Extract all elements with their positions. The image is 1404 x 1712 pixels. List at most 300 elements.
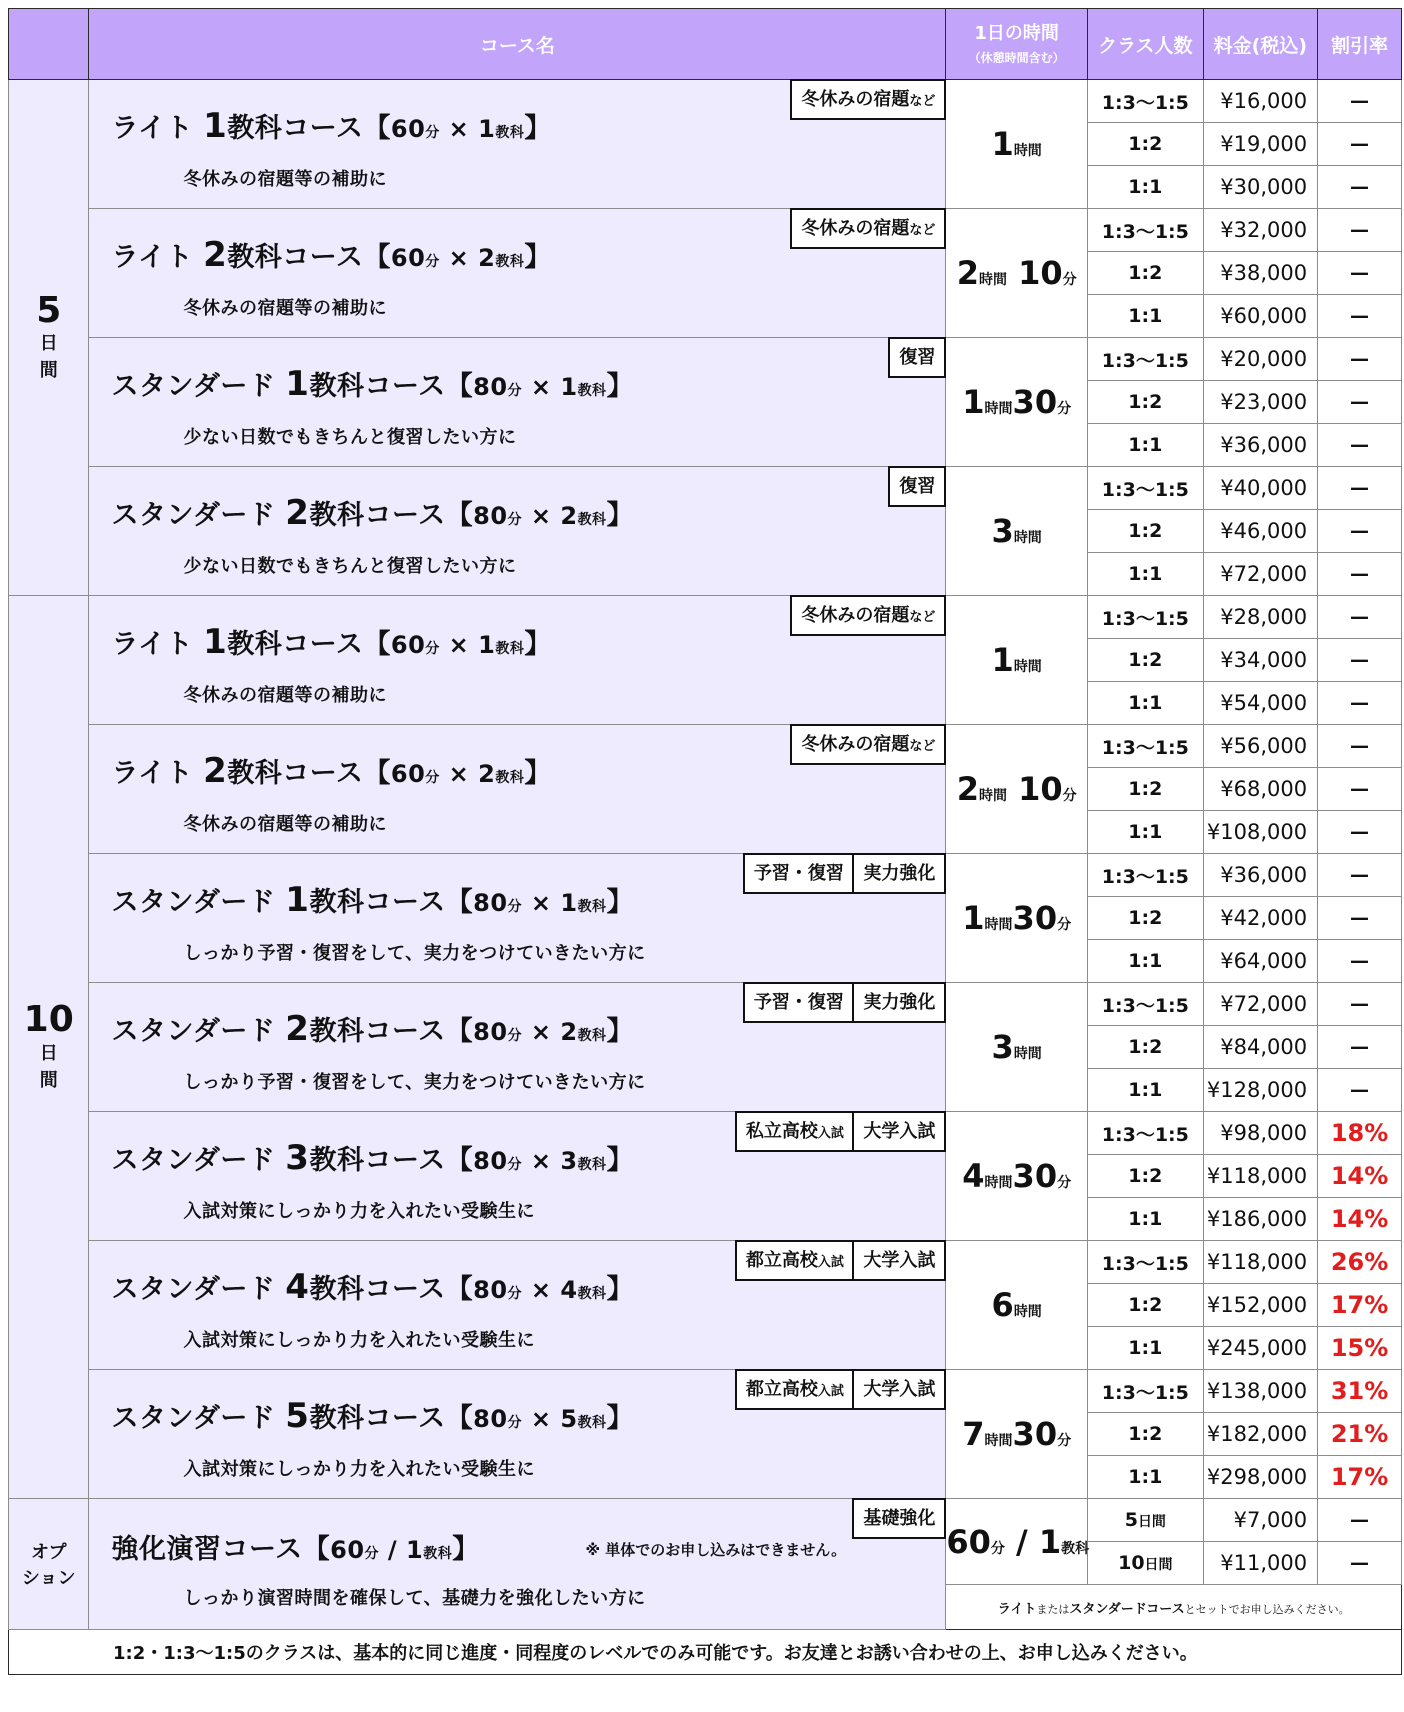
daily-time-cell (946, 1370, 1088, 1499)
course-tag (743, 853, 855, 894)
discount-cell: — (1318, 1026, 1402, 1069)
spec-bracket-close: 】 (606, 1403, 635, 1434)
course-name-suffix: コース (364, 887, 446, 918)
course-name-kyoka: 教科 (309, 1274, 365, 1305)
spec-minutes-unit: 分 (364, 1546, 380, 1562)
discount-cell: — (1318, 682, 1402, 725)
class-size-cell: 1:2 (1088, 897, 1204, 940)
price-cell: ¥60,000 (1203, 295, 1317, 338)
course-tag-sub: など (909, 223, 936, 238)
course-description: 入試対策にしっかり力を入れたい受験生に (183, 1459, 535, 1480)
course-name-prefix: ライト (111, 758, 204, 789)
price-cell: ¥138,000 (1203, 1370, 1317, 1413)
price-cell: ¥152,000 (1203, 1284, 1317, 1327)
daily-time-cell (946, 338, 1088, 467)
class-size-cell: 1:3〜1:5 (1088, 1370, 1204, 1413)
option-price-cell: ¥7,000 (1203, 1499, 1317, 1542)
option-set-note (946, 1585, 1402, 1630)
daily-time-cell (946, 1241, 1088, 1370)
course-cell (89, 209, 946, 338)
class-size-cell: 1:3〜1:5 (1088, 338, 1204, 381)
spec-subjects: 1 (478, 115, 496, 143)
class-size-cell: 1:2 (1088, 1413, 1204, 1456)
daily-time-value: 1 (991, 641, 1014, 679)
set-note-d: とセットでお申し込みください。 (1184, 1602, 1350, 1616)
days-cell (9, 596, 89, 1499)
spec-minutes: 60 (330, 1536, 365, 1564)
option-label-1: オプ (31, 1542, 67, 1563)
course-cell (89, 1241, 946, 1370)
discount-cell: 31% (1318, 1370, 1402, 1413)
spec-times: × (522, 889, 561, 917)
course-name-prefix: スタンダード (111, 1274, 286, 1305)
daily-time-unit: 分 (1057, 1433, 1072, 1449)
daily-time-value: 1 (991, 125, 1014, 163)
price-cell: ¥118,000 (1203, 1241, 1317, 1284)
class-size-cell: 1:1 (1088, 166, 1204, 209)
course-tag-main: 大学入試 (863, 1121, 936, 1142)
course-cell (89, 854, 946, 983)
class-size-cell: 1:1 (1088, 1456, 1204, 1499)
course-tag (790, 595, 946, 636)
price-cell: ¥54,000 (1203, 682, 1317, 725)
spec-bracket-open: 【 (445, 371, 474, 402)
class-size-cell: 1:1 (1088, 811, 1204, 854)
spec-minutes-unit: 分 (507, 383, 523, 399)
course-subject-count: 2 (203, 751, 228, 791)
discount-cell: — (1318, 725, 1402, 768)
spec-times: × (522, 1405, 561, 1433)
price-cell: ¥46,000 (1203, 510, 1317, 553)
course-subject-count: 1 (203, 106, 228, 146)
option-days-number: 10 (1118, 1552, 1145, 1574)
course-tag (888, 466, 946, 507)
daily-time-unit: 時間 (984, 917, 1013, 933)
option-price-cell: ¥11,000 (1203, 1542, 1317, 1585)
spec-bracket-close: 】 (606, 371, 635, 402)
class-size-cell: 1:2 (1088, 510, 1204, 553)
header-daily-time (946, 9, 1088, 80)
course-name-prefix: ライト (111, 113, 204, 144)
course-tag (790, 724, 946, 765)
daily-time-value: 1 (962, 899, 985, 937)
course-tag-main: 冬休みの宿題 (801, 734, 910, 755)
spec-minutes-unit: 分 (507, 1415, 523, 1431)
course-name-suffix: コース (282, 113, 364, 144)
course-tags (891, 466, 947, 507)
option-days-cell (1088, 1499, 1204, 1542)
course-description: 入試対策にしっかり力を入れたい受験生に (183, 1201, 535, 1222)
days-cell (9, 80, 89, 596)
daily-time-cell (946, 983, 1088, 1112)
spec-subjects-unit: 教科 (577, 1415, 607, 1431)
course-tag (735, 1111, 855, 1152)
course-name-prefix: スタンダード (111, 887, 286, 918)
discount-cell: — (1318, 768, 1402, 811)
spec-bracket-close: 】 (524, 629, 552, 660)
table-row (9, 1370, 1402, 1413)
option-description: しっかり演習時間を確保して、基礎力を強化したい方に (183, 1588, 646, 1609)
course-name-prefix: スタンダード (111, 1016, 286, 1047)
option-days-unit: 日間 (1137, 1514, 1166, 1530)
price-cell: ¥30,000 (1203, 166, 1317, 209)
spec-minutes-unit: 分 (507, 899, 523, 915)
discount-cell: 21% (1318, 1413, 1402, 1456)
course-tag (790, 79, 946, 120)
spec-subjects: 2 (478, 244, 496, 272)
course-description: 少ない日数でもきちんと復習したい方に (183, 427, 517, 448)
spec-minutes-unit: 分 (507, 1157, 523, 1173)
spec-subjects-unit: 教科 (495, 770, 525, 786)
option-time-value: 60 (946, 1522, 991, 1561)
spec-subjects-unit: 教科 (577, 512, 607, 528)
course-name-suffix: コース (364, 1274, 446, 1305)
course-name-suffix: コース (364, 1145, 446, 1176)
course-description: しっかり予習・復習をして、実力をつけていきたい方に (183, 1072, 646, 1093)
daily-time-unit: 分 (1062, 788, 1077, 804)
course-name-kyoka: 教科 (309, 371, 365, 402)
course-name-kyoka: 教科 (227, 242, 283, 273)
class-size-cell: 1:3〜1:5 (1088, 467, 1204, 510)
spec-bracket-close: 】 (606, 500, 635, 531)
course-tag (790, 208, 946, 249)
discount-cell: — (1318, 596, 1402, 639)
class-size-cell: 1:1 (1088, 1069, 1204, 1112)
daily-time-value: 3 (991, 1028, 1014, 1066)
footer-row (9, 1630, 1402, 1675)
price-cell: ¥56,000 (1203, 725, 1317, 768)
daily-time-unit: 時間 (1013, 530, 1042, 546)
spec-subjects-unit: 教科 (577, 1286, 607, 1302)
class-size-cell: 1:1 (1088, 1198, 1204, 1241)
class-size-cell: 1:1 (1088, 295, 1204, 338)
class-size-cell: 1:3〜1:5 (1088, 983, 1204, 1026)
days-unit-1: 日 (39, 333, 58, 355)
class-size-cell: 1:1 (1088, 682, 1204, 725)
course-tag-sub: 入試 (817, 1255, 844, 1270)
price-cell: ¥36,000 (1203, 424, 1317, 467)
option-time-subjects-unit: 教科 (1061, 1540, 1090, 1557)
table-row (9, 1112, 1402, 1155)
price-cell: ¥84,000 (1203, 1026, 1317, 1069)
course-name-kyoka: 教科 (309, 887, 365, 918)
spec-subjects: 5 (560, 1405, 578, 1433)
course-name (111, 235, 551, 275)
spec-subjects-unit: 教科 (423, 1546, 453, 1562)
spec-subjects: 1 (478, 631, 496, 659)
discount-cell: — (1318, 209, 1402, 252)
course-description: 少ない日数でもきちんと復習したい方に (183, 556, 517, 577)
option-label-cell (9, 1499, 89, 1630)
course-description: しっかり予習・復習をして、実力をつけていきたい方に (183, 943, 646, 964)
course-tags (793, 208, 947, 249)
table-row (9, 725, 1402, 768)
price-cell: ¥28,000 (1203, 596, 1317, 639)
option-days-number: 5 (1124, 1509, 1138, 1531)
daily-time-value: 30 (1012, 899, 1058, 937)
discount-cell: 15% (1318, 1327, 1402, 1370)
course-name (111, 106, 551, 146)
daily-time-value: 4 (962, 1157, 985, 1195)
option-course-name (111, 1527, 479, 1566)
course-tag (852, 1240, 946, 1281)
daily-time-unit: 時間 (1013, 1304, 1042, 1320)
class-size-cell: 1:2 (1088, 1026, 1204, 1069)
daily-time-cell (946, 725, 1088, 854)
class-size-cell: 1:2 (1088, 768, 1204, 811)
course-tag-main: 冬休みの宿題 (801, 218, 910, 239)
spec-subjects: 1 (560, 889, 578, 917)
discount-cell: — (1318, 983, 1402, 1026)
daily-time-cell (946, 209, 1088, 338)
course-tag (888, 337, 946, 378)
course-tag-main: 都立高校 (745, 1250, 818, 1271)
spec-minutes: 80 (473, 502, 508, 530)
discount-cell: — (1318, 381, 1402, 424)
daily-time-unit: 時間 (984, 1175, 1013, 1191)
course-name (111, 1396, 634, 1436)
price-cell: ¥186,000 (1203, 1198, 1317, 1241)
daily-time-cell (946, 1112, 1088, 1241)
header-daily-time-label: 1日の時間 (974, 23, 1059, 45)
price-table (8, 8, 1402, 1675)
spec-minutes: 60 (390, 760, 426, 788)
spec-bracket-open: 【 (363, 242, 391, 273)
price-cell: ¥72,000 (1203, 553, 1317, 596)
discount-cell: — (1318, 467, 1402, 510)
header-row (9, 9, 1402, 80)
course-tag-sub: 入試 (817, 1384, 844, 1399)
class-size-cell: 1:1 (1088, 1327, 1204, 1370)
option-days-unit: 日間 (1144, 1557, 1173, 1573)
spec-minutes-unit: 分 (507, 512, 523, 528)
spec-bracket-close: 】 (606, 887, 635, 918)
discount-cell: — (1318, 854, 1402, 897)
course-description: 入試対策にしっかり力を入れたい受験生に (183, 1330, 535, 1351)
spec-subjects: 1 (560, 373, 578, 401)
course-tags (745, 853, 946, 894)
discount-cell: — (1318, 424, 1402, 467)
course-tag (852, 853, 946, 894)
spec-subjects: 2 (478, 760, 496, 788)
spec-minutes-unit: 分 (425, 641, 440, 657)
header-price: 料金(税込) (1203, 9, 1317, 80)
course-subject-count: 3 (285, 1138, 310, 1178)
course-cell (89, 983, 946, 1112)
price-cell: ¥32,000 (1203, 209, 1317, 252)
course-name-prefix: スタンダード (111, 371, 286, 402)
daily-time-unit: 時間 (978, 272, 1007, 288)
course-tags (737, 1111, 946, 1152)
price-cell: ¥108,000 (1203, 811, 1317, 854)
course-tag-main: 大学入試 (863, 1250, 936, 1271)
daily-time-value: 3 (991, 512, 1014, 550)
course-tag-main: 私立高校 (745, 1121, 818, 1142)
course-tag-main: 冬休みの宿題 (801, 605, 910, 626)
discount-cell: 14% (1318, 1155, 1402, 1198)
daily-time-value: 6 (991, 1286, 1014, 1324)
course-name-prefix: ライト (111, 629, 204, 660)
option-note: ※ 単体でのお申し込みはできません。 (585, 1541, 847, 1559)
daily-time-value: 30 (1012, 1157, 1058, 1195)
table-row (9, 854, 1402, 897)
price-cell: ¥23,000 (1203, 381, 1317, 424)
course-description: 冬休みの宿題等の補助に (183, 169, 387, 190)
option-time-subjects: 1 (1038, 1522, 1062, 1561)
spec-bracket-open: 【 (302, 1534, 331, 1565)
course-tag-main: 大学入試 (863, 1379, 936, 1400)
spec-minutes: 80 (473, 889, 508, 917)
course-name-kyoka: 教科 (309, 1145, 365, 1176)
spec-times: × (439, 244, 479, 272)
course-tag (743, 982, 855, 1023)
price-cell: ¥20,000 (1203, 338, 1317, 381)
discount-cell: — (1318, 1069, 1402, 1112)
course-tag (735, 1369, 855, 1410)
course-description: 冬休みの宿題等の補助に (183, 298, 387, 319)
daily-time-value: 10 (1006, 770, 1063, 808)
course-name-suffix: コース (282, 629, 364, 660)
course-subject-count: 2 (203, 235, 228, 275)
daily-time-cell (946, 596, 1088, 725)
course-cell (89, 725, 946, 854)
days-number: 5 (36, 289, 62, 331)
daily-time-unit: 時間 (984, 1433, 1013, 1449)
course-name-kyoka: 教科 (227, 629, 283, 660)
daily-time-value: 7 (962, 1415, 985, 1453)
discount-cell: 17% (1318, 1456, 1402, 1499)
daily-time-unit: 時間 (1013, 659, 1042, 675)
discount-cell: — (1318, 553, 1402, 596)
spec-subjects-unit: 教科 (495, 125, 525, 141)
price-cell: ¥98,000 (1203, 1112, 1317, 1155)
class-size-cell: 1:1 (1088, 424, 1204, 467)
price-cell: ¥68,000 (1203, 768, 1317, 811)
discount-cell: — (1318, 80, 1402, 123)
spec-bracket-close: 】 (606, 1145, 635, 1176)
option-time-unit: 分 (990, 1540, 1005, 1557)
course-tags (793, 724, 947, 765)
course-name-suffix: コース (364, 500, 446, 531)
class-size-cell: 1:1 (1088, 940, 1204, 983)
course-cell (89, 1112, 946, 1241)
course-name-prefix: スタンダード (111, 1145, 286, 1176)
days-unit-1: 日 (39, 1042, 58, 1064)
spec-subjects-unit: 教科 (495, 641, 525, 657)
spec-minutes: 60 (390, 631, 426, 659)
spec-bracket-close: 】 (524, 113, 552, 144)
class-size-cell: 1:2 (1088, 381, 1204, 424)
table-row (9, 209, 1402, 252)
class-size-cell: 1:2 (1088, 252, 1204, 295)
spec-minutes-unit: 分 (425, 254, 440, 270)
discount-cell: — (1318, 811, 1402, 854)
course-name (111, 622, 551, 662)
course-name-kyoka: 教科 (227, 758, 283, 789)
class-size-cell: 1:2 (1088, 123, 1204, 166)
price-table-wrapper (8, 8, 1402, 1675)
class-size-cell: 1:2 (1088, 1155, 1204, 1198)
daily-time-unit: 分 (1057, 1175, 1072, 1191)
course-tag-main: 復習 (899, 347, 936, 368)
course-tags (737, 1240, 946, 1281)
course-subject-count: 1 (285, 364, 310, 404)
table-row (9, 1241, 1402, 1284)
course-name (111, 751, 551, 791)
price-cell: ¥19,000 (1203, 123, 1317, 166)
spec-minutes: 80 (473, 1147, 508, 1175)
course-tag (852, 1111, 946, 1152)
course-tag (735, 1240, 855, 1281)
header-daily-time-note: （休憩時間含む） (968, 50, 1065, 65)
spec-bracket-open: 【 (445, 887, 474, 918)
spec-minutes-unit: 分 (425, 125, 440, 141)
course-name-suffix: コース (364, 1016, 446, 1047)
spec-subjects: 1 (406, 1536, 424, 1564)
spec-minutes: 80 (473, 1018, 508, 1046)
option-name: 強化演習コース (111, 1534, 303, 1565)
discount-cell: 18% (1318, 1112, 1402, 1155)
spec-subjects-unit: 教科 (495, 254, 525, 270)
spec-subjects: 2 (560, 1018, 578, 1046)
course-tag (852, 982, 946, 1023)
course-subject-count: 2 (285, 493, 310, 533)
option-label-2: ション (21, 1568, 76, 1589)
spec-bracket-open: 【 (445, 1016, 474, 1047)
spec-times: × (522, 1276, 561, 1304)
class-size-cell: 1:3〜1:5 (1088, 725, 1204, 768)
spec-subjects-unit: 教科 (577, 1028, 607, 1044)
course-tag-main: 都立高校 (745, 1379, 818, 1400)
discount-cell: 17% (1318, 1284, 1402, 1327)
spec-times: × (522, 1018, 561, 1046)
course-name (111, 1267, 634, 1307)
class-size-cell: 1:2 (1088, 1284, 1204, 1327)
price-cell: ¥64,000 (1203, 940, 1317, 983)
discount-cell: — (1318, 123, 1402, 166)
daily-time-unit: 時間 (1013, 1046, 1042, 1062)
table-row (9, 983, 1402, 1026)
course-tag-sub: 入試 (817, 1126, 844, 1141)
spec-bracket-close: 】 (524, 758, 552, 789)
discount-cell: 14% (1318, 1198, 1402, 1241)
table-row (9, 596, 1402, 639)
spec-minutes: 80 (473, 1276, 508, 1304)
discount-cell: — (1318, 510, 1402, 553)
daily-time-unit: 分 (1062, 272, 1077, 288)
spec-times: × (439, 760, 479, 788)
discount-cell: — (1318, 338, 1402, 381)
daily-time-cell (946, 467, 1088, 596)
spec-bracket-close: 】 (606, 1274, 635, 1305)
course-cell (89, 338, 946, 467)
daily-time-value: 30 (1012, 383, 1058, 421)
class-size-cell: 1:3〜1:5 (1088, 1241, 1204, 1284)
option-row (9, 1499, 1402, 1542)
course-name (111, 364, 634, 404)
spec-bracket-open: 【 (445, 500, 474, 531)
spec-subjects-unit: 教科 (577, 899, 607, 915)
spec-subjects-unit: 教科 (577, 383, 607, 399)
table-row (9, 467, 1402, 510)
course-subject-count: 4 (285, 1267, 310, 1307)
spec-subjects: 2 (560, 502, 578, 530)
course-name-kyoka: 教科 (227, 113, 283, 144)
price-cell: ¥128,000 (1203, 1069, 1317, 1112)
spec-bracket-open: 【 (445, 1145, 474, 1176)
spec-minutes-unit: 分 (507, 1028, 523, 1044)
daily-time-unit: 時間 (984, 401, 1013, 417)
